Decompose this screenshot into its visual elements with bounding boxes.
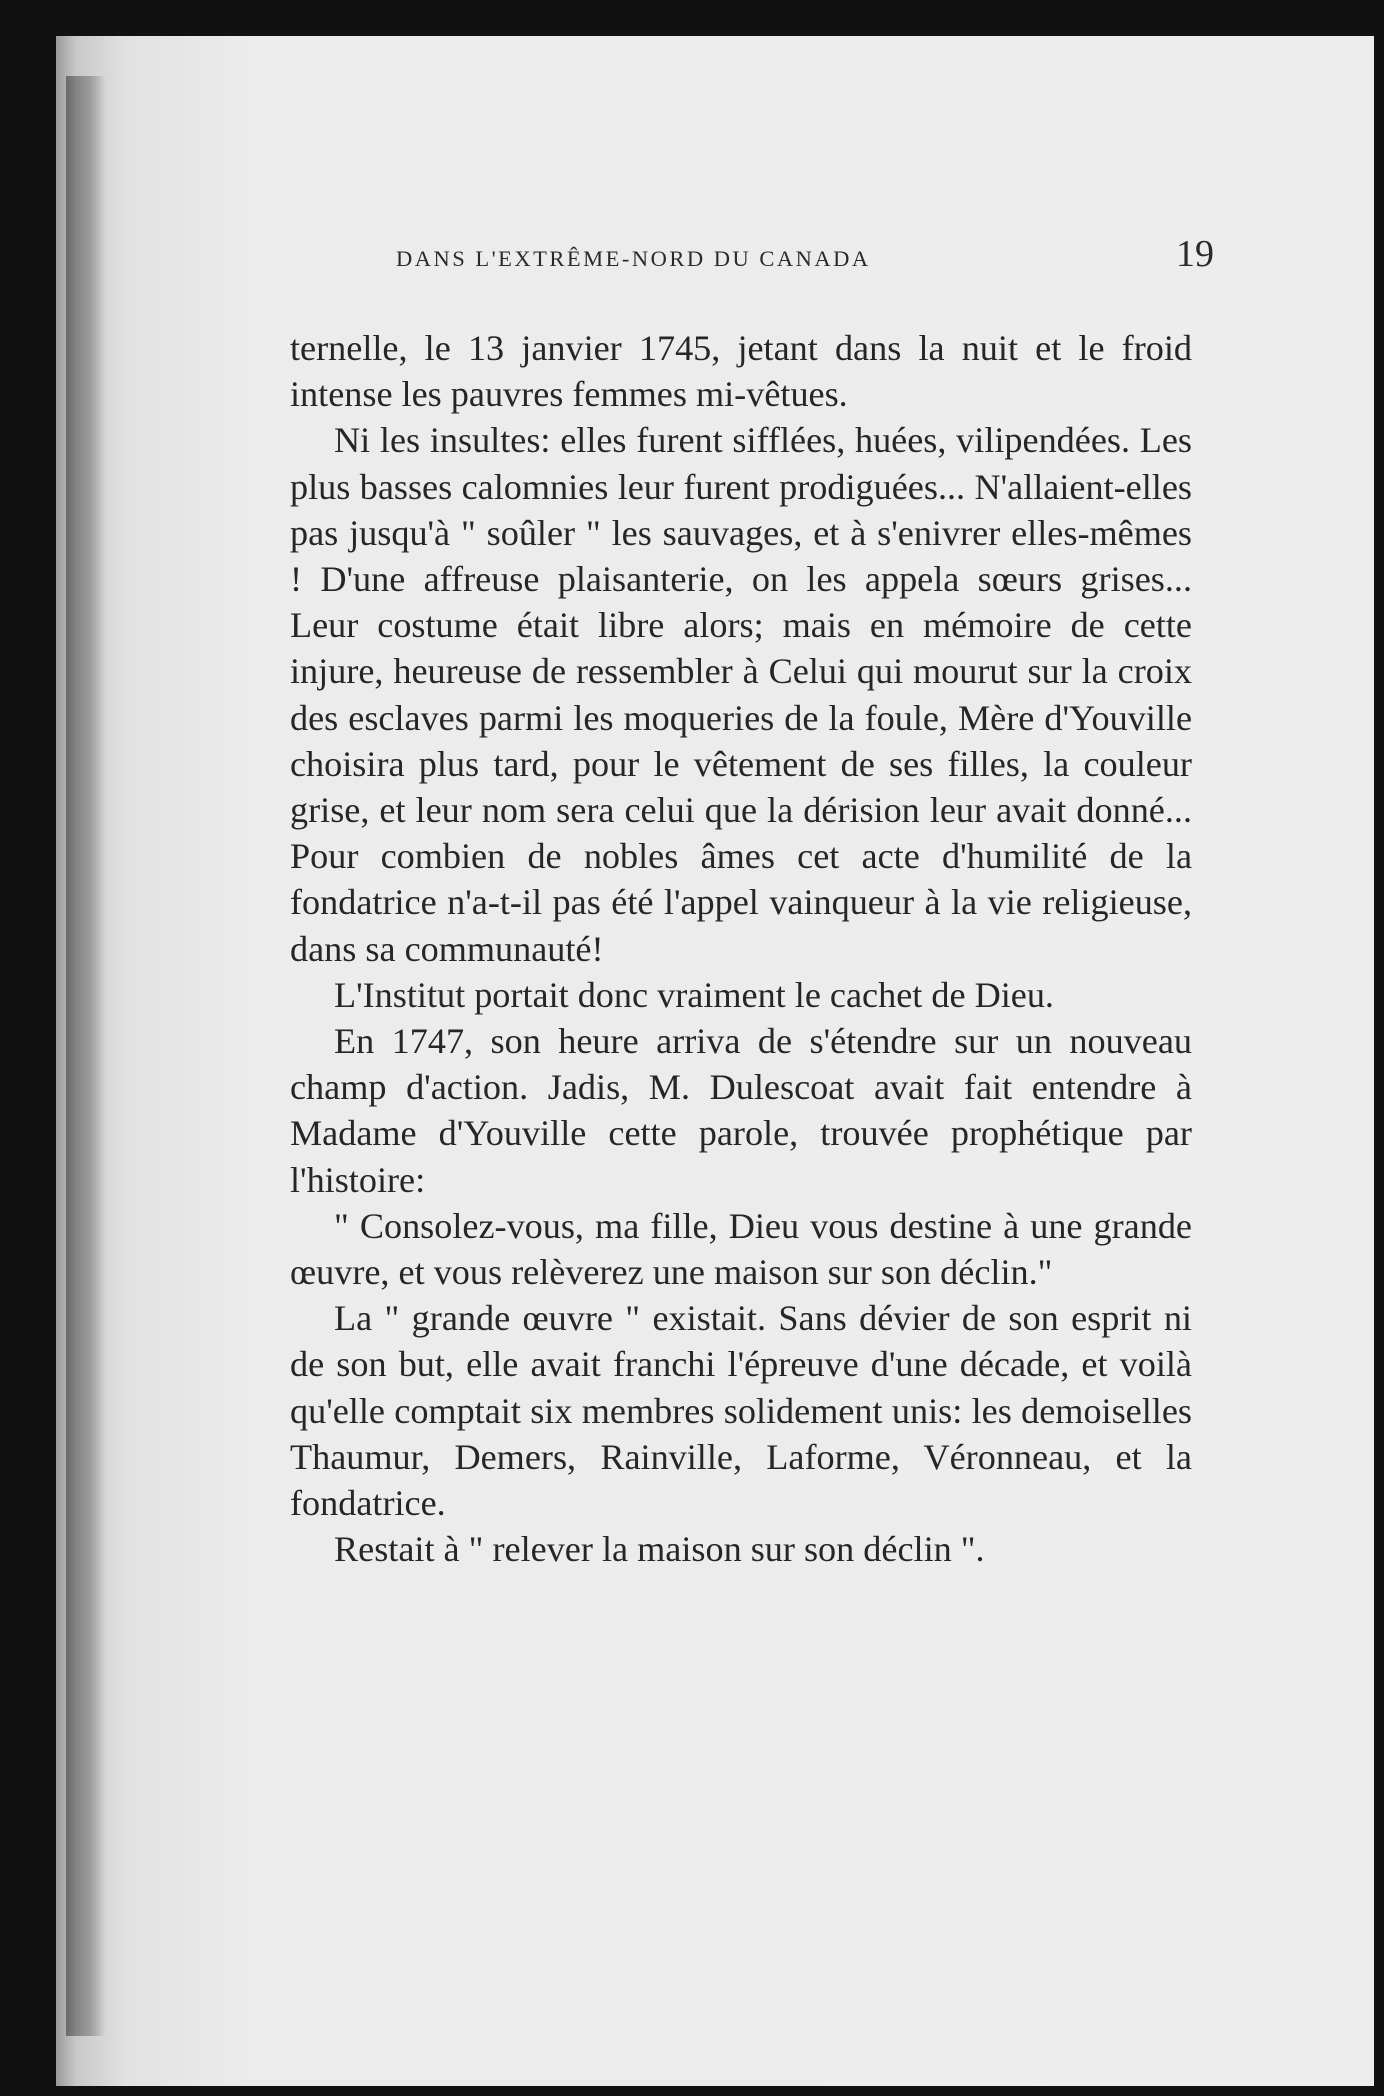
paragraph-5: " Consolez-vous, ma fille, Dieu vous destine à une grande œuvre, et vous relèverez une maison sur son déclin."	[290, 1205, 1192, 1293]
paragraph-1: ternelle, le 13 janvier 1745, jetant dans la nuit et le froid intense les pauvres femmes mi-vêtues.	[290, 328, 1192, 415]
page-header	[396, 218, 1218, 288]
paragraph-3: L'Institut portait donc vraiment le cachet de Dieu.	[334, 974, 1054, 1015]
paragraph-7: Restait à " relever la maison sur son déclin ".	[334, 1529, 985, 1570]
running-head: DANS L'EXTRÊME-NORD DU CANADA	[396, 246, 871, 271]
page-number: 19	[1176, 233, 1214, 275]
page-gutter-shadow	[66, 76, 106, 2036]
paragraph-4: En 1747, son heure arriva de s'étendre sur un nouveau champ d'action. Jadis, M. Dulescoat avait fait entendre à Madame d'Youville cette parole, trouvée prophétique par l'histoire:	[290, 1021, 1192, 1200]
body-text	[290, 325, 1192, 1572]
paragraph-2: Ni les insultes: elles furent sifflées, huées, vilipendées. Les plus basses calomnies leur furent prodiguées... N'allaient-elles pas jusqu'à " soûler " les sauvages, et à s'enivrer elles-mêmes ! D'une affreuse plaisanterie, on les appela sœurs grises... Leur costume était libre alors; mais en mémoire de cette injure, heureuse de ressembler à Celui qui mourut sur la croix des esclaves parmi les moqueries de la foule, Mère d'Youville choisira plus tard, pour le vêtement de ses filles, la couleur grise, et leur nom sera celui que la dérision leur avait donné... Pour combien de nobles âmes cet acte d'humilité de la fondatrice n'a-t-il pas été l'appel vainqueur à la vie religieuse, dans sa communauté!	[290, 420, 1192, 969]
paragraph-6: La " grande œuvre " existait. Sans dévier de son esprit ni de son but, elle avait franchi l'épreuve d'une décade, et voilà qu'elle comptait six membres solidement unis: les demoiselles Thaumur, Demers, Rainville, Laforme, Véronneau, et la fondatrice.	[290, 1298, 1192, 1524]
